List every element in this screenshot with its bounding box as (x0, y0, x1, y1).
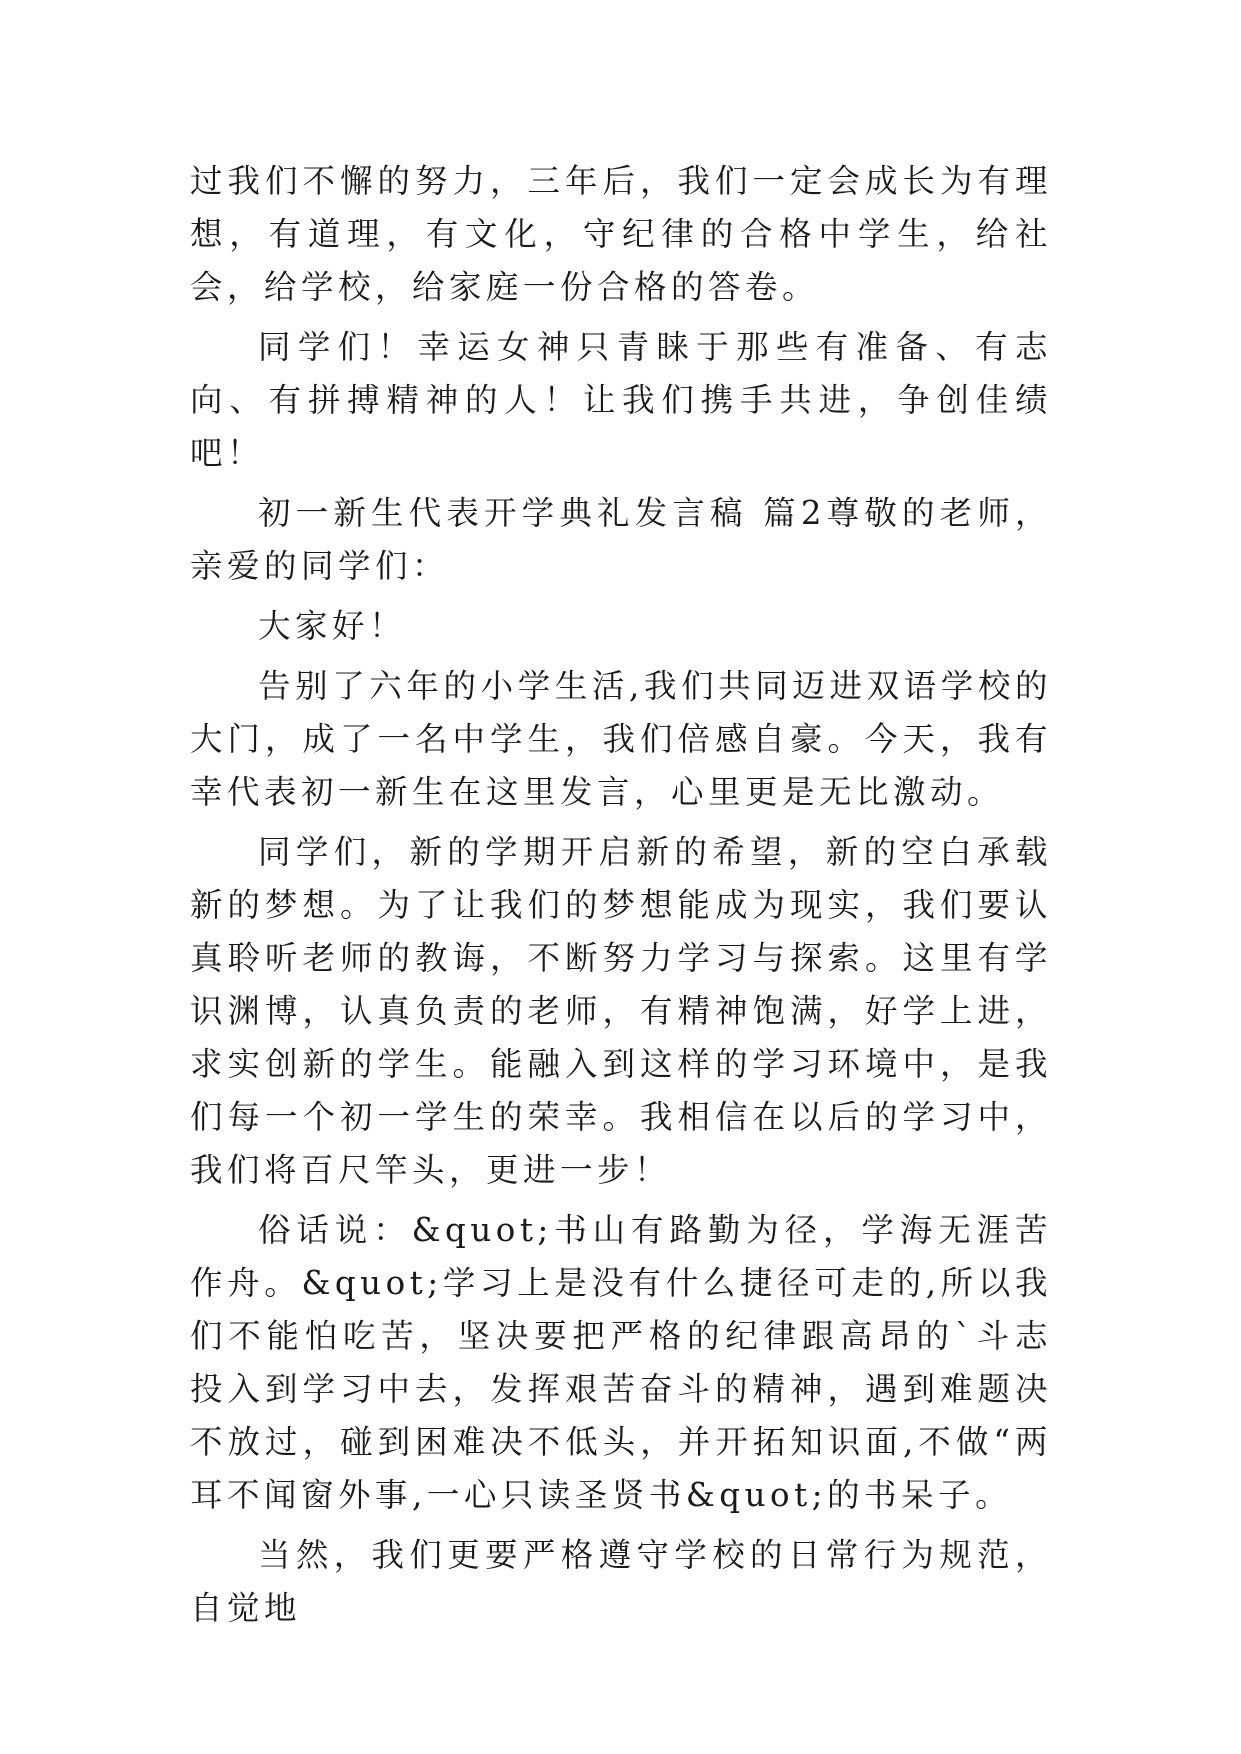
paragraph-farewell-primary: 告别了六年的小学生活,我们共同迈进双语学校的大门，成了一名中学生，我们倍感自豪。今天，我有幸代表初一新生在这里发言，心里更是无比激动。 (190, 667, 1052, 811)
paragraph-greeting: 大家好！ (258, 607, 407, 645)
paragraph-proverb: 俗话说：&quot;书山有路勤为径，学海无涯苦作舟。&quot;学习上是没有什么捷径可走的,所以我们不能怕吃苦，坚决要把严格的纪律跟高昂的`斗志投入到学习中去，发挥艰苦奋斗的精神，遇到难题决不放过，碰到困难决不低头，并开拓知识面,不做“两耳不闻窗外事,一心只读圣贤书&quot;的书呆子。 (190, 1211, 1052, 1514)
paragraph-encouragement: 同学们！幸运女神只青睐于那些有准备、有志向、有拼搏精神的人！让我们携手共进，争创佳绩吧！ (190, 328, 1052, 472)
paragraph-speech-heading: 初一新生代表开学典礼发言稿 篇2尊敬的老师，亲爱的同学们： (190, 494, 1052, 585)
paragraph-new-semester: 同学们，新的学期开启新的希望，新的空白承载新的梦想。为了让我们的梦想能成为现实，我们要认真聆听老师的教诲，不断努力学习与探索。这里有学识渊博，认真负责的老师，有精神饱满，好学上进，求实创新的学生。能融入到这样的学习环境中，是我们每一个初一学生的荣幸。我相信在以后的学习中，我们将百尺竿头，更进一步！ (190, 833, 1052, 1189)
paragraph-school-rules: 当然，我们更要严格遵守学校的日常行为规范，自觉地 (190, 1536, 1052, 1627)
document-body (190, 155, 1052, 1642)
paragraph-continuation: 过我们不懈的努力，三年后，我们一定会成长为有理想，有道理，有文化，守纪律的合格中学生，给社会，给学校，给家庭一份合格的答卷。 (190, 162, 1052, 306)
